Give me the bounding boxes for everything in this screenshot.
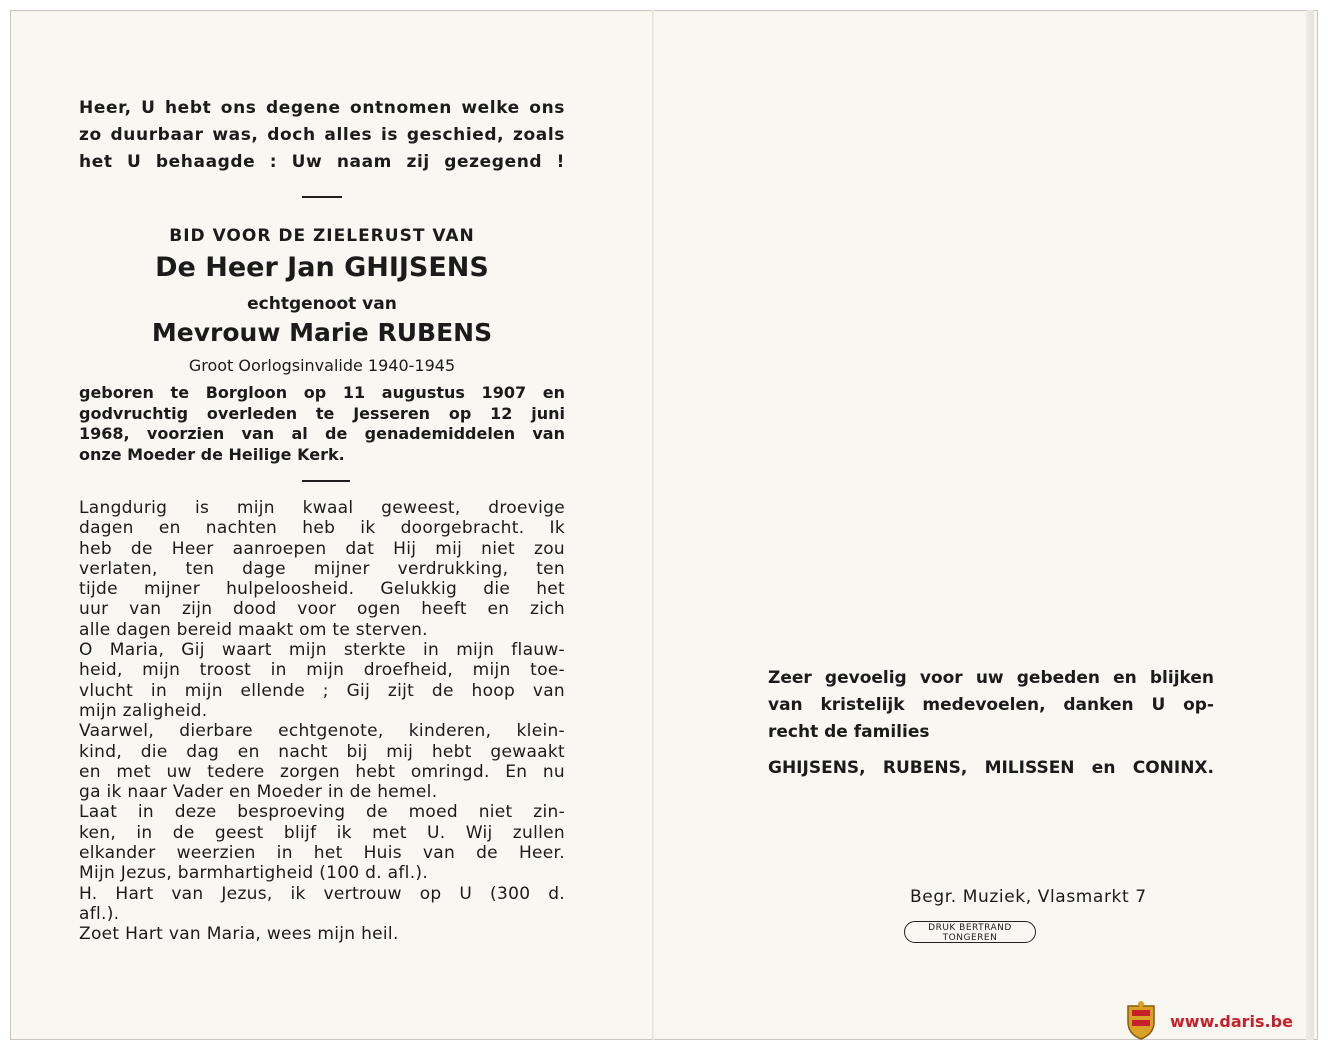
opening-quote bbox=[79, 95, 565, 176]
divider bbox=[302, 480, 350, 482]
spouse-name: Mevrouw Marie RUBENS bbox=[151, 318, 493, 347]
prayer-line: elkander weerzien in het Huis van de Heer. bbox=[79, 843, 565, 864]
deceased-title: Groot Oorlogsinvalide 1940-1945 bbox=[188, 356, 456, 375]
quote-line: Heer, U hebt ons degene ontnomen welke ons bbox=[79, 98, 565, 118]
prayer-line: ken, in de geest blijf ik met U. Wij zullen bbox=[79, 822, 565, 843]
printer-line: DRUK BERTRAND bbox=[928, 923, 1012, 933]
prayer-line: Langdurig is mijn kwaal geweest, droevige bbox=[79, 498, 565, 518]
coat-of-arms-icon bbox=[1124, 1000, 1158, 1040]
birth-line: 1968, voorzien van al de genademiddelen van bbox=[79, 424, 565, 443]
prayer-line: kind, die dag en nacht bij mij hebt gewaakt bbox=[79, 741, 565, 762]
thanks-paragraph bbox=[768, 665, 1214, 746]
prayer-line: uur van zijn dood voor ogen heeft en zich bbox=[79, 599, 565, 620]
prayer-line: verlaten, ten dage mijner verdrukking, ten bbox=[79, 558, 565, 579]
family-names: GHIJSENS, RUBENS, MILISSEN en CONINX. bbox=[768, 758, 1214, 778]
thanks-line: recht de families bbox=[768, 722, 930, 742]
prayer-text bbox=[79, 498, 565, 945]
prayer-line: heb de Heer aanroepen dat Hij mij niet zou bbox=[79, 538, 565, 559]
prayer-line: afl.). bbox=[79, 903, 120, 924]
prayer-line: Laat in deze besproeving de moed niet zin- bbox=[79, 802, 565, 823]
prayer-line: dagen en nachten heb ik doorgebracht. Ik bbox=[79, 518, 565, 539]
prayer-line: ga ik naar Vader en Moeder in de hemel. bbox=[79, 782, 438, 803]
birth-line: godvruchtig overleden te Jesseren op 12 juni bbox=[79, 403, 565, 423]
watermark-url: www.daris.be bbox=[1170, 1012, 1293, 1031]
prayer-line: vlucht in mijn ellende ; Gij zijt de hoop van bbox=[79, 680, 565, 701]
prayer-line: alle dagen bereid maakt om te sterven. bbox=[79, 619, 428, 640]
pray-for-heading: BID VOOR DE ZIELERUST VAN bbox=[169, 226, 475, 246]
card-fold bbox=[652, 10, 654, 1040]
spouse-label: echtgenoot van bbox=[247, 294, 397, 314]
prayer-line: en met uw tedere zorgen hebt omringd. En nu bbox=[79, 761, 565, 782]
deceased-name: De Heer Jan GHIJSENS bbox=[155, 252, 489, 283]
birth-death-paragraph bbox=[79, 383, 565, 465]
thanks-line: van kristelijk medevoelen, danken U op- bbox=[768, 695, 1214, 715]
prayer-line: H. Hart van Jezus, ik vertrouw op U (300 d. bbox=[79, 883, 565, 904]
prayer-line: O Maria, Gij waart mijn sterkte in mijn flauw- bbox=[79, 640, 565, 661]
prayer-line: Vaarwel, dierbare echtgenote, kinderen, klein- bbox=[79, 721, 565, 742]
prayer-line: Zoet Hart van Maria, wees mijn heil. bbox=[79, 924, 399, 945]
prayer-line: mijn zaligheid. bbox=[79, 700, 208, 721]
card-edge bbox=[1306, 10, 1314, 1040]
thanks-line: Zeer gevoelig voor uw gebeden en blijken bbox=[768, 668, 1214, 688]
printer-line: TONGEREN bbox=[942, 933, 998, 943]
prayer-line: tijde mijner hulpeloosheid. Gelukkig die het bbox=[79, 579, 565, 600]
quote-line: zo duurbaar was, doch alles is geschied, zoals bbox=[79, 125, 565, 145]
birth-line: geboren te Borgloon op 11 augustus 1907 en bbox=[79, 383, 565, 402]
divider bbox=[302, 196, 342, 198]
prayer-line: Mijn Jezus, barmhartigheid (100 d. afl.). bbox=[79, 863, 429, 884]
birth-line: onze Moeder de Heilige Kerk. bbox=[79, 444, 345, 464]
printer-stamp bbox=[904, 921, 1036, 943]
prayer-line: heid, mijn troost in mijn droefheid, mijn toe- bbox=[79, 660, 565, 681]
funeral-music-credit: Begr. Muziek, Vlasmarkt 7 bbox=[910, 887, 1147, 907]
quote-line: het U behaagde : Uw naam zij gezegend ! bbox=[79, 152, 565, 172]
